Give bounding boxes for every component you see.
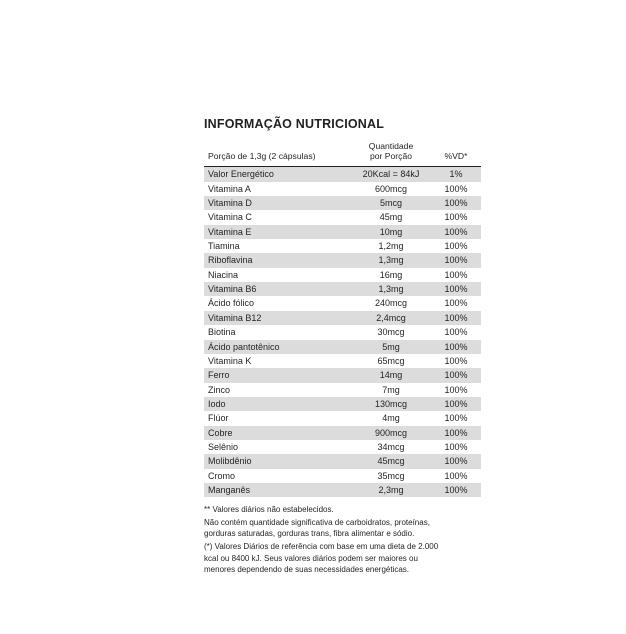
- table-row: [204, 311, 481, 325]
- table-row: [204, 225, 481, 239]
- nutrient-name: Zinco: [204, 383, 351, 397]
- footnote-line-5: kcal ou 8400 kJ. Seus valores diários podem ser maiores ou: [204, 553, 418, 563]
- table-row: [204, 411, 481, 425]
- footnotes: [204, 504, 462, 576]
- footnote-line-4: (*) Valores Diários de referência com base em uma dieta de 2.000: [204, 542, 439, 552]
- nutrient-daily-value: 100%: [430, 426, 481, 440]
- nutrient-quantity: 600mcg: [351, 182, 430, 196]
- table-row: [204, 469, 481, 483]
- nutrient-daily-value: 100%: [430, 210, 481, 224]
- nutrient-daily-value: 100%: [430, 354, 481, 368]
- nutrient-name: Ácido fólico: [204, 296, 351, 310]
- nutrient-quantity: 45mg: [351, 210, 430, 224]
- nutrient-daily-value: 100%: [430, 239, 481, 253]
- table-row: [204, 426, 481, 440]
- nutrient-name: Manganês: [204, 483, 351, 497]
- nutrient-quantity: 5mg: [351, 340, 430, 354]
- table-row: [204, 196, 481, 210]
- table-row: [204, 354, 481, 368]
- nutrient-quantity: 30mcg: [351, 325, 430, 339]
- nutrient-name: Vitamina K: [204, 354, 351, 368]
- nutrient-name: Iodo: [204, 397, 351, 411]
- nutrient-name: Riboflavina: [204, 253, 351, 267]
- table-row: [204, 282, 481, 296]
- nutrition-table: [204, 139, 481, 498]
- nutrient-quantity: 16mg: [351, 268, 430, 282]
- nutrient-quantity: 10mg: [351, 225, 430, 239]
- table-row: [204, 383, 481, 397]
- table-row: [204, 325, 481, 339]
- nutrient-daily-value: 100%: [430, 311, 481, 325]
- nutrient-quantity: 45mcg: [351, 454, 430, 468]
- nutrient-name: Cromo: [204, 469, 351, 483]
- nutrient-daily-value: 100%: [430, 268, 481, 282]
- nutrient-quantity: 5mcg: [351, 196, 430, 210]
- footnote-line-2: Não contém quantidade significativa de carboidratos, proteínas,: [204, 517, 430, 527]
- nutrient-daily-value: 100%: [430, 368, 481, 382]
- nutrient-name: Niacina: [204, 268, 351, 282]
- nutrient-quantity: 65mcg: [351, 354, 430, 368]
- nutrient-name: Valor Energético: [204, 167, 351, 182]
- nutrient-quantity: 900mcg: [351, 426, 430, 440]
- table-row: [204, 483, 481, 497]
- nutrient-daily-value: 100%: [430, 253, 481, 267]
- nutrient-quantity: 35mcg: [351, 469, 430, 483]
- table-row: [204, 296, 481, 310]
- nutrient-quantity: 4mg: [351, 411, 430, 425]
- table-row: [204, 454, 481, 468]
- table-row: [204, 167, 481, 182]
- nutrient-daily-value: 100%: [430, 383, 481, 397]
- nutrient-name: Ácido pantotênico: [204, 340, 351, 354]
- nutrition-facts-panel: [204, 117, 468, 576]
- nutrient-name: Vitamina A: [204, 182, 351, 196]
- nutrient-name: Cobre: [204, 426, 351, 440]
- column-header-quantity-line1: Quantidade: [368, 140, 414, 151]
- column-header-dv: %VD*: [430, 139, 481, 167]
- nutrient-quantity: 130mcg: [351, 397, 430, 411]
- table-row: [204, 397, 481, 411]
- nutrient-quantity: 1,3mg: [351, 253, 430, 267]
- nutrition-table-body: [204, 139, 481, 498]
- nutrient-daily-value: 100%: [430, 225, 481, 239]
- nutrient-quantity: 34mcg: [351, 440, 430, 454]
- nutrient-daily-value: 100%: [430, 411, 481, 425]
- nutrient-daily-value: 100%: [430, 483, 481, 497]
- nutrient-quantity: 1,3mg: [351, 282, 430, 296]
- table-row: [204, 182, 481, 196]
- nutrient-name: Biotina: [204, 325, 351, 339]
- nutrient-quantity: 1,2mg: [351, 239, 430, 253]
- nutrient-name: Tiamina: [204, 239, 351, 253]
- table-row: [204, 239, 481, 253]
- nutrient-daily-value: 100%: [430, 454, 481, 468]
- table-row: [204, 210, 481, 224]
- column-header-quantity: [351, 139, 430, 167]
- page-title: INFORMAÇÃO NUTRICIONAL: [204, 117, 385, 131]
- nutrient-name: Vitamina B12: [204, 311, 351, 325]
- nutrient-daily-value: 100%: [430, 325, 481, 339]
- nutrient-daily-value: 1%: [430, 167, 481, 182]
- nutrient-daily-value: 100%: [430, 296, 481, 310]
- nutrient-name: Vitamina C: [204, 210, 351, 224]
- footnote-line-3: gorduras saturadas, gorduras trans, fibra alimentar e sódio.: [204, 529, 415, 539]
- nutrient-name: Ferro: [204, 368, 351, 382]
- serving-size-label: Porção de 1,3g (2 cápsulas): [204, 139, 351, 167]
- nutrient-name: Flúor: [204, 411, 351, 425]
- table-row: [204, 440, 481, 454]
- column-header-quantity-line2: por Porção: [369, 151, 413, 162]
- nutrient-daily-value: 100%: [430, 340, 481, 354]
- table-row: [204, 340, 481, 354]
- nutrient-quantity: 2,4mcg: [351, 311, 430, 325]
- nutrient-daily-value: 100%: [430, 469, 481, 483]
- table-row: [204, 268, 481, 282]
- nutrient-quantity: 14mg: [351, 368, 430, 382]
- nutrient-quantity: 240mcg: [351, 296, 430, 310]
- table-header-row: [204, 139, 481, 167]
- nutrient-name: Vitamina B6: [204, 282, 351, 296]
- nutrient-daily-value: 100%: [430, 182, 481, 196]
- nutrient-quantity: 20Kcal = 84kJ: [351, 167, 430, 182]
- nutrient-daily-value: 100%: [430, 196, 481, 210]
- nutrient-name: Selênio: [204, 440, 351, 454]
- nutrient-name: Vitamina D: [204, 196, 351, 210]
- nutrient-quantity: 7mg: [351, 383, 430, 397]
- nutrient-daily-value: 100%: [430, 397, 481, 411]
- footnote-line-1: ** Valores diários não estabelecidos.: [204, 505, 334, 515]
- footnote-line-6: menores dependendo de suas necessidades energéticas.: [204, 565, 410, 575]
- table-row: [204, 253, 481, 267]
- nutrient-daily-value: 100%: [430, 282, 481, 296]
- table-row: [204, 368, 481, 382]
- nutrient-name: Molibdênio: [204, 454, 351, 468]
- nutrient-quantity: 2,3mg: [351, 483, 430, 497]
- nutrient-daily-value: 100%: [430, 440, 481, 454]
- nutrient-name: Vitamina E: [204, 225, 351, 239]
